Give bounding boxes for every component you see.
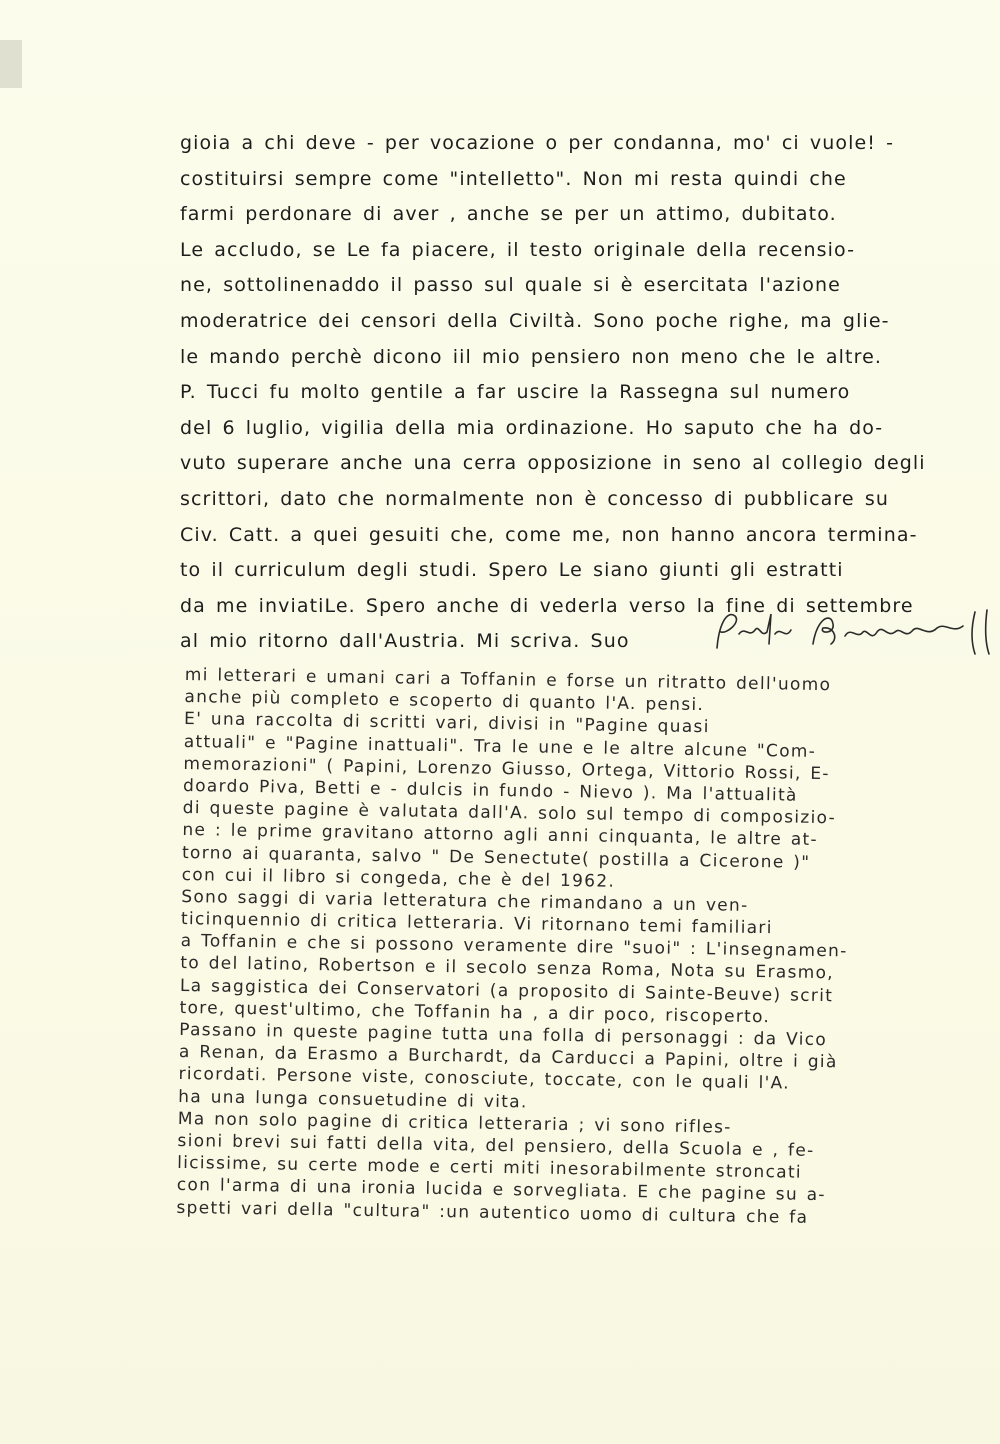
review-line: Passano in queste pagine tutta una folla di personaggi : da Vico <box>179 1019 828 1051</box>
review-line: spetti vari della "cultura" :un autentico uomo di cultura che fa <box>176 1197 809 1228</box>
letter-line: P. Tucci fu molto gentile a far uscire la Rassegna sul numero <box>180 381 851 404</box>
handwritten-signature <box>705 604 1000 660</box>
review-line: La saggistica dei Conservatori (a proposito di Sainte-Beuve) scrit <box>179 975 834 1006</box>
review-line: tore, quest'ultimo, che Toffanin ha , a dir poco, riscoperto. <box>179 997 771 1028</box>
letter-line: gioia a chi deve - per vocazione o per condanna, mo' ci vuole! - <box>180 132 895 154</box>
review-line: con l'arma di una ironia lucida e sorvegliata. E che pagine su a- <box>176 1175 826 1206</box>
letter-line: Le accludo, se Le fa piacere, il testo originale della recensio- <box>180 238 856 261</box>
letter-line: farmi perdonare di aver , anche se per un attimo, dubitato. <box>180 203 837 226</box>
letter-line: al mio ritorno dall'Austria. Mi scriva. Suo <box>180 630 630 653</box>
review-line: doardo Piva, Betti e - dulcis in fundo - Nievo ). Ma l'attualità <box>182 775 798 806</box>
review-line: Sono saggi di varia letteratura che rimandano a un ven- <box>181 886 749 916</box>
tape-strip <box>0 40 22 88</box>
letter-line: costituirsi sempre come "intelletto". Non mi resta quindi che <box>180 167 847 190</box>
letter-line: moderatrice dei censori della Civiltà. Sono poche righe, ma glie- <box>180 309 890 332</box>
letter-body <box>180 126 980 660</box>
review-line: memorazioni" ( Papini, Lorenzo Giusso, Ortega, Vittorio Rossi, E- <box>183 753 830 784</box>
review-line: attuali" e "Pagine inattuali". Tra le une e le altre alcune "Com- <box>183 731 817 762</box>
review-line: ha una lunga consuetudine di vita. <box>178 1086 528 1112</box>
review-line: licissime, su certe mode e certi miti inesorabilmente stroncati <box>177 1153 803 1183</box>
review-line: ticinquennio di critica letteraria. Vi ritornano temi familiari <box>180 909 773 939</box>
letter-line: da me inviatiLe. Spero anche di vederla verso la fine di settembre <box>180 594 914 617</box>
review-line: a Renan, da Erasmo a Burchardt, da Carducci a Papini, oltre i già <box>178 1042 838 1073</box>
review-line: sioni brevi sui fatti della vita, del pensiero, della Scuola e , fe- <box>177 1130 815 1161</box>
typed-review-fragment <box>176 664 975 1231</box>
review-line: con cui il libro si congeda, che è del 1962. <box>181 864 616 892</box>
letter-line: to il curriculum degli studi. Spero Le siano giunti gli estratti <box>180 559 844 582</box>
letter-line: del 6 luglio, vigilia della mia ordinazione. Ho saputo che ha do- <box>180 416 884 439</box>
review-line: di queste pagine è valutata dall'A. solo sul tempo di composizio- <box>182 798 837 829</box>
letter-line: ne, sottolinenaddo il passo sul quale si è esercitata l'azione <box>180 274 841 297</box>
review-line: ricordati. Persone viste, conosciute, toccate, con le quali l'A. <box>178 1064 791 1094</box>
review-line: Ma non solo pagine di critica letteraria ; vi sono rifles- <box>177 1108 732 1138</box>
review-line: E' una raccolta di scritti vari, divisi in "Pagine quasi <box>183 709 710 738</box>
review-line: mi letterari e umani cari a Toffanin e forse un ritratto dell'uomo <box>184 664 832 696</box>
letter-line: Civ. Catt. a quei gesuiti che, come me, non hanno ancora termina- <box>180 523 918 546</box>
review-line: anche più completo e scoperto di quanto l'A. pensi. <box>184 687 705 716</box>
review-line: torno ai quaranta, salvo " De Senectute( postilla a Cicerone )" <box>181 842 811 873</box>
review-line: to del latino, Robertson e il secolo senza Roma, Nota su Erasmo, <box>180 953 835 984</box>
letter-line: scrittori, dato che normalmente non è concesso di pubblicare su <box>180 487 889 510</box>
review-line: ne : le prime gravitano attorno agli anni cinquanta, le altre at- <box>182 820 819 851</box>
review-line: a Toffanin e che si possono veramente dire "suoi" : L'insegnamen- <box>180 931 848 962</box>
letter-line: le mando perchè dicono iil mio pensiero non meno che le altre. <box>180 345 883 368</box>
letter-line: vuto superare anche una cerra opposizione in seno al collegio degli <box>180 452 926 475</box>
